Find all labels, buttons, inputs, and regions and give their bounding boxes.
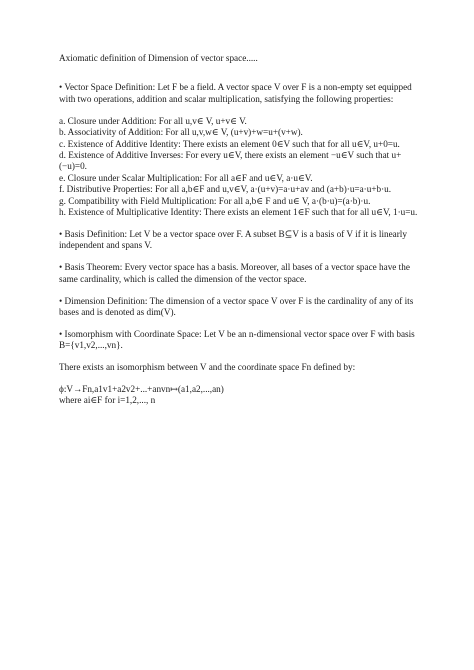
axiom-additive-inverses: d. Existence of Additive Inverses: For every u∈V, there exists an element −u∈V such that u+(−u)=0. <box>59 149 402 172</box>
isomorphism-formula <box>59 384 424 407</box>
axiom-distributive-properties: f. Distributive Properties: For all a,b∈F and u,v∈V, a·(u+v)=a·u+av and (a+b)·u=a·u+b·u. <box>59 184 392 195</box>
isomorphism-coordinate-space: • Isomorphism with Coordinate Space: Let V be an n-dimensional vector space over F with basis B={v1,v2,...,vn}. <box>59 328 415 351</box>
dimension-definition: • Dimension Definition: The dimension of a vector space V over F is the cardinality of any of its bases and is denoted as dim(V). <box>59 295 414 317</box>
axiom-closure-addition: a. Closure under Addition: For all u,v∈ V, u+v∈ V. <box>59 115 247 126</box>
formula-where: where ai∈F for i=1,2,..., n <box>59 395 156 406</box>
basis-definition: • Basis Definition: Let V be a vector space over F. A subset B⊆V is a basis of V if it is linearly independent and spans V. <box>59 228 407 251</box>
document-title: Axiomatic definition of Dimension of vector space..... <box>59 53 258 63</box>
basis-theorem: • Basis Theorem: Every vector space has a basis. Moreover, all bases of a vector space have the same cardinality, which is called the dimension of the vector space. <box>59 262 410 284</box>
isomorphism-exists-statement: There exists an isomorphism between V and the coordinate space Fn defined by: <box>59 362 356 373</box>
document-body <box>59 53 424 407</box>
axiom-additive-identity: c. Existence of Additive Identity: There exists an element 0∈V such that for all u∈V, u+0=u. <box>59 138 400 149</box>
axiom-compatibility-field-multiplication: g. Compatibility with Field Multiplication: For all a,b∈ F and u∈ V, a·(b·u)=(a·b)·u. <box>59 195 371 206</box>
formula-map: ϕ:V→Fn,a1v1+a2v2+...+anvn↦(a1,a2,...,an) <box>59 384 224 395</box>
axiom-multiplicative-identity: h. Existence of Multiplicative Identity: There exists an element 1∈F such that for all u∈V, 1·u=u. <box>59 206 418 217</box>
axiom-associativity-addition: b. Associativity of Addition: For all u,v,w∈ V, (u+v)+w=u+(v+w). <box>59 127 303 138</box>
axiom-closure-scalar-multiplication: e. Closure under Scalar Multiplication: For all a∈F and u∈V, a·u∈V. <box>59 172 313 183</box>
vector-space-definition: • Vector Space Definition: Let F be a field. A vector space V over F is a non-empty set equipped with two operations, addition and scalar multiplication, satisfying the following properties: <box>59 82 412 104</box>
axiom-list <box>59 116 424 219</box>
